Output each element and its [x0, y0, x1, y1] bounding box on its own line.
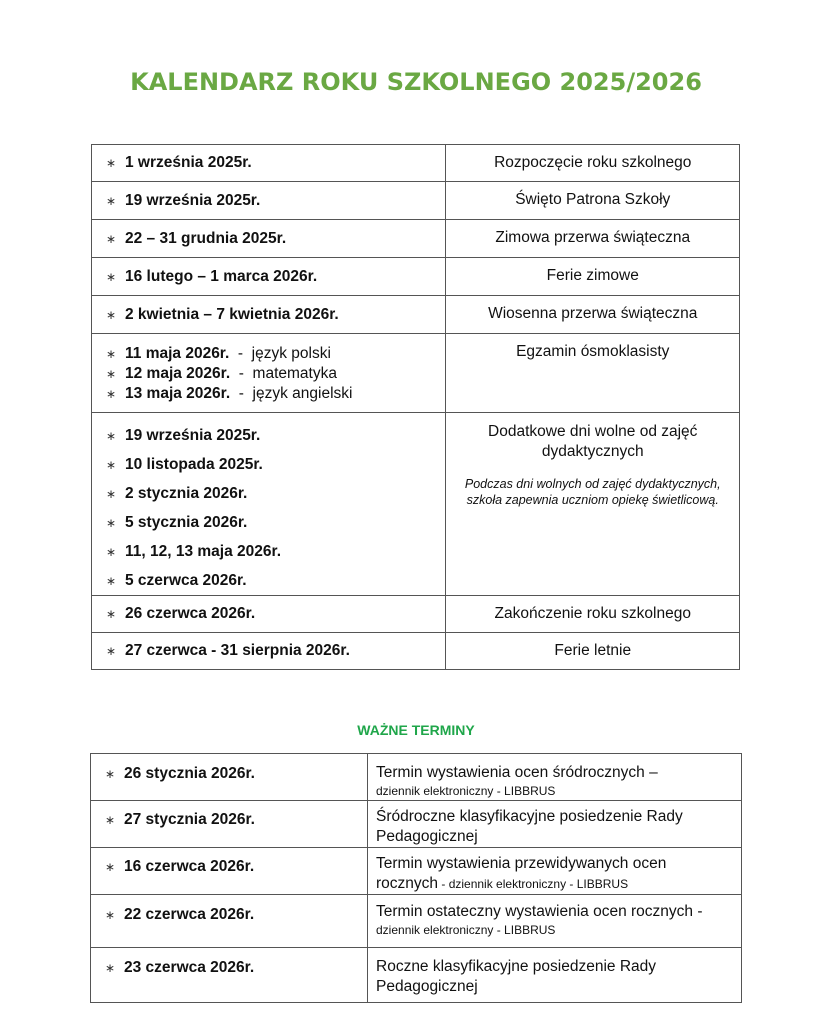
date: 27 stycznia 2026r. [124, 811, 255, 828]
table-row [91, 801, 742, 848]
note: Podczas dni wolnych od zajęć dydaktycznych, szkoła zapewnia uczniom opiekę świetlicową. [464, 477, 721, 507]
important-dates-heading: WAŻNE TERMINY [357, 722, 475, 738]
event: Egzamin ósmoklasisty [516, 343, 670, 360]
date: 16 czerwca 2026r. [124, 858, 255, 875]
subject: - język polski [229, 345, 331, 362]
bullet-icon: ∗ [105, 457, 117, 472]
event: Ferie letnie [554, 642, 632, 659]
description: Termin wystawienia przewidywanych ocen rocznych [376, 855, 667, 892]
bullet-icon: ∗ [105, 607, 117, 621]
date: 13 maja 2026r. [125, 385, 231, 402]
bullet-icon: ∗ [105, 515, 117, 530]
bullet-icon: ∗ [105, 644, 117, 658]
date: 2 kwietnia – 7 kwietnia 2026r. [125, 305, 339, 323]
table-row [92, 633, 740, 670]
table-row [92, 145, 740, 182]
subject: - matematyka [230, 365, 337, 382]
bullet-icon: ∗ [105, 544, 117, 559]
date: 11 maja 2026r. [125, 345, 230, 362]
bullet-icon: ∗ [105, 307, 117, 322]
description: Roczne klasyfikacyjne posiedzenie Rady Pedagogicznej [376, 958, 657, 995]
date: 11, 12, 13 maja 2026r. [125, 542, 281, 560]
date: 27 czerwca - 31 sierpnia 2026r. [125, 642, 350, 659]
bullet-icon: ∗ [104, 813, 116, 827]
description: Termin wystawienia ocen śródrocznych – [376, 764, 658, 781]
event: Wiosenna przerwa świąteczna [488, 305, 698, 322]
date: 19 września 2025r. [125, 191, 261, 209]
table-row [91, 848, 742, 895]
event: Zakończenie roku szkolnego [494, 605, 691, 622]
bullet-icon: ∗ [104, 767, 116, 781]
bullet-icon: ∗ [105, 156, 117, 170]
table-row [92, 182, 740, 220]
description-note: dziennik elektroniczny - LIBBRUS [376, 923, 556, 937]
table-row [92, 296, 740, 334]
bullet-icon: ∗ [105, 231, 117, 246]
date: 22 – 31 grudnia 2025r. [125, 229, 287, 247]
table-row [92, 220, 740, 258]
school-calendar-table [91, 144, 740, 670]
event: Rozpoczęcie roku szkolnego [494, 154, 692, 171]
description: Śródroczne klasyfikacyjne posiedzenie Rady Pedagogicznej [376, 808, 683, 845]
date: 19 września 2025r. [125, 426, 261, 444]
bullet-icon: ∗ [105, 269, 117, 284]
bullet-icon: ∗ [105, 347, 117, 361]
date: 26 stycznia 2026r. [124, 765, 255, 782]
bullet-icon: ∗ [104, 908, 116, 922]
date: 23 czerwca 2026r. [124, 959, 255, 976]
event: Święto Patrona Szkoły [515, 191, 671, 208]
table-row [92, 596, 740, 633]
description: Termin ostateczny wystawienia ocen rocznych - [376, 903, 703, 920]
date: 1 września 2025r. [125, 154, 252, 171]
date: 10 listopada 2025r. [125, 455, 263, 473]
table-row [92, 258, 740, 296]
bullet-icon: ∗ [105, 428, 117, 443]
table-row [91, 754, 742, 801]
date: 26 czerwca 2026r. [125, 605, 256, 622]
bullet-icon: ∗ [105, 367, 117, 381]
subject: - język angielski [230, 385, 353, 402]
bullet-icon: ∗ [104, 860, 116, 874]
bullet-icon: ∗ [104, 961, 116, 975]
date: 2 stycznia 2026r. [125, 484, 248, 502]
bullet-icon: ∗ [105, 486, 117, 501]
bullet-icon: ∗ [105, 387, 117, 401]
date: 12 maja 2026r. [125, 365, 231, 382]
event: Zimowa przerwa świąteczna [495, 229, 691, 246]
bullet-icon: ∗ [105, 193, 117, 208]
event: Dodatkowe dni wolne od zajęć dydaktycznych [488, 423, 698, 460]
date: 5 stycznia 2026r. [125, 513, 248, 531]
table-row [91, 895, 742, 948]
table-row [92, 413, 740, 596]
table-row [91, 948, 742, 1003]
date: 22 czerwca 2026r. [124, 906, 255, 923]
table-row [92, 334, 740, 413]
date: 16 lutego – 1 marca 2026r. [125, 267, 318, 285]
description-note: dziennik elektroniczny - LIBBRUS [376, 784, 556, 798]
description-note: - dziennik elektroniczny - LIBBRUS [438, 877, 629, 891]
page-title: KALENDARZ ROKU SZKOLNEGO 2025/2026 [130, 68, 702, 96]
important-dates-table [90, 753, 742, 1003]
date: 5 czerwca 2026r. [125, 571, 247, 589]
bullet-icon: ∗ [105, 573, 117, 588]
event: Ferie zimowe [546, 267, 639, 284]
